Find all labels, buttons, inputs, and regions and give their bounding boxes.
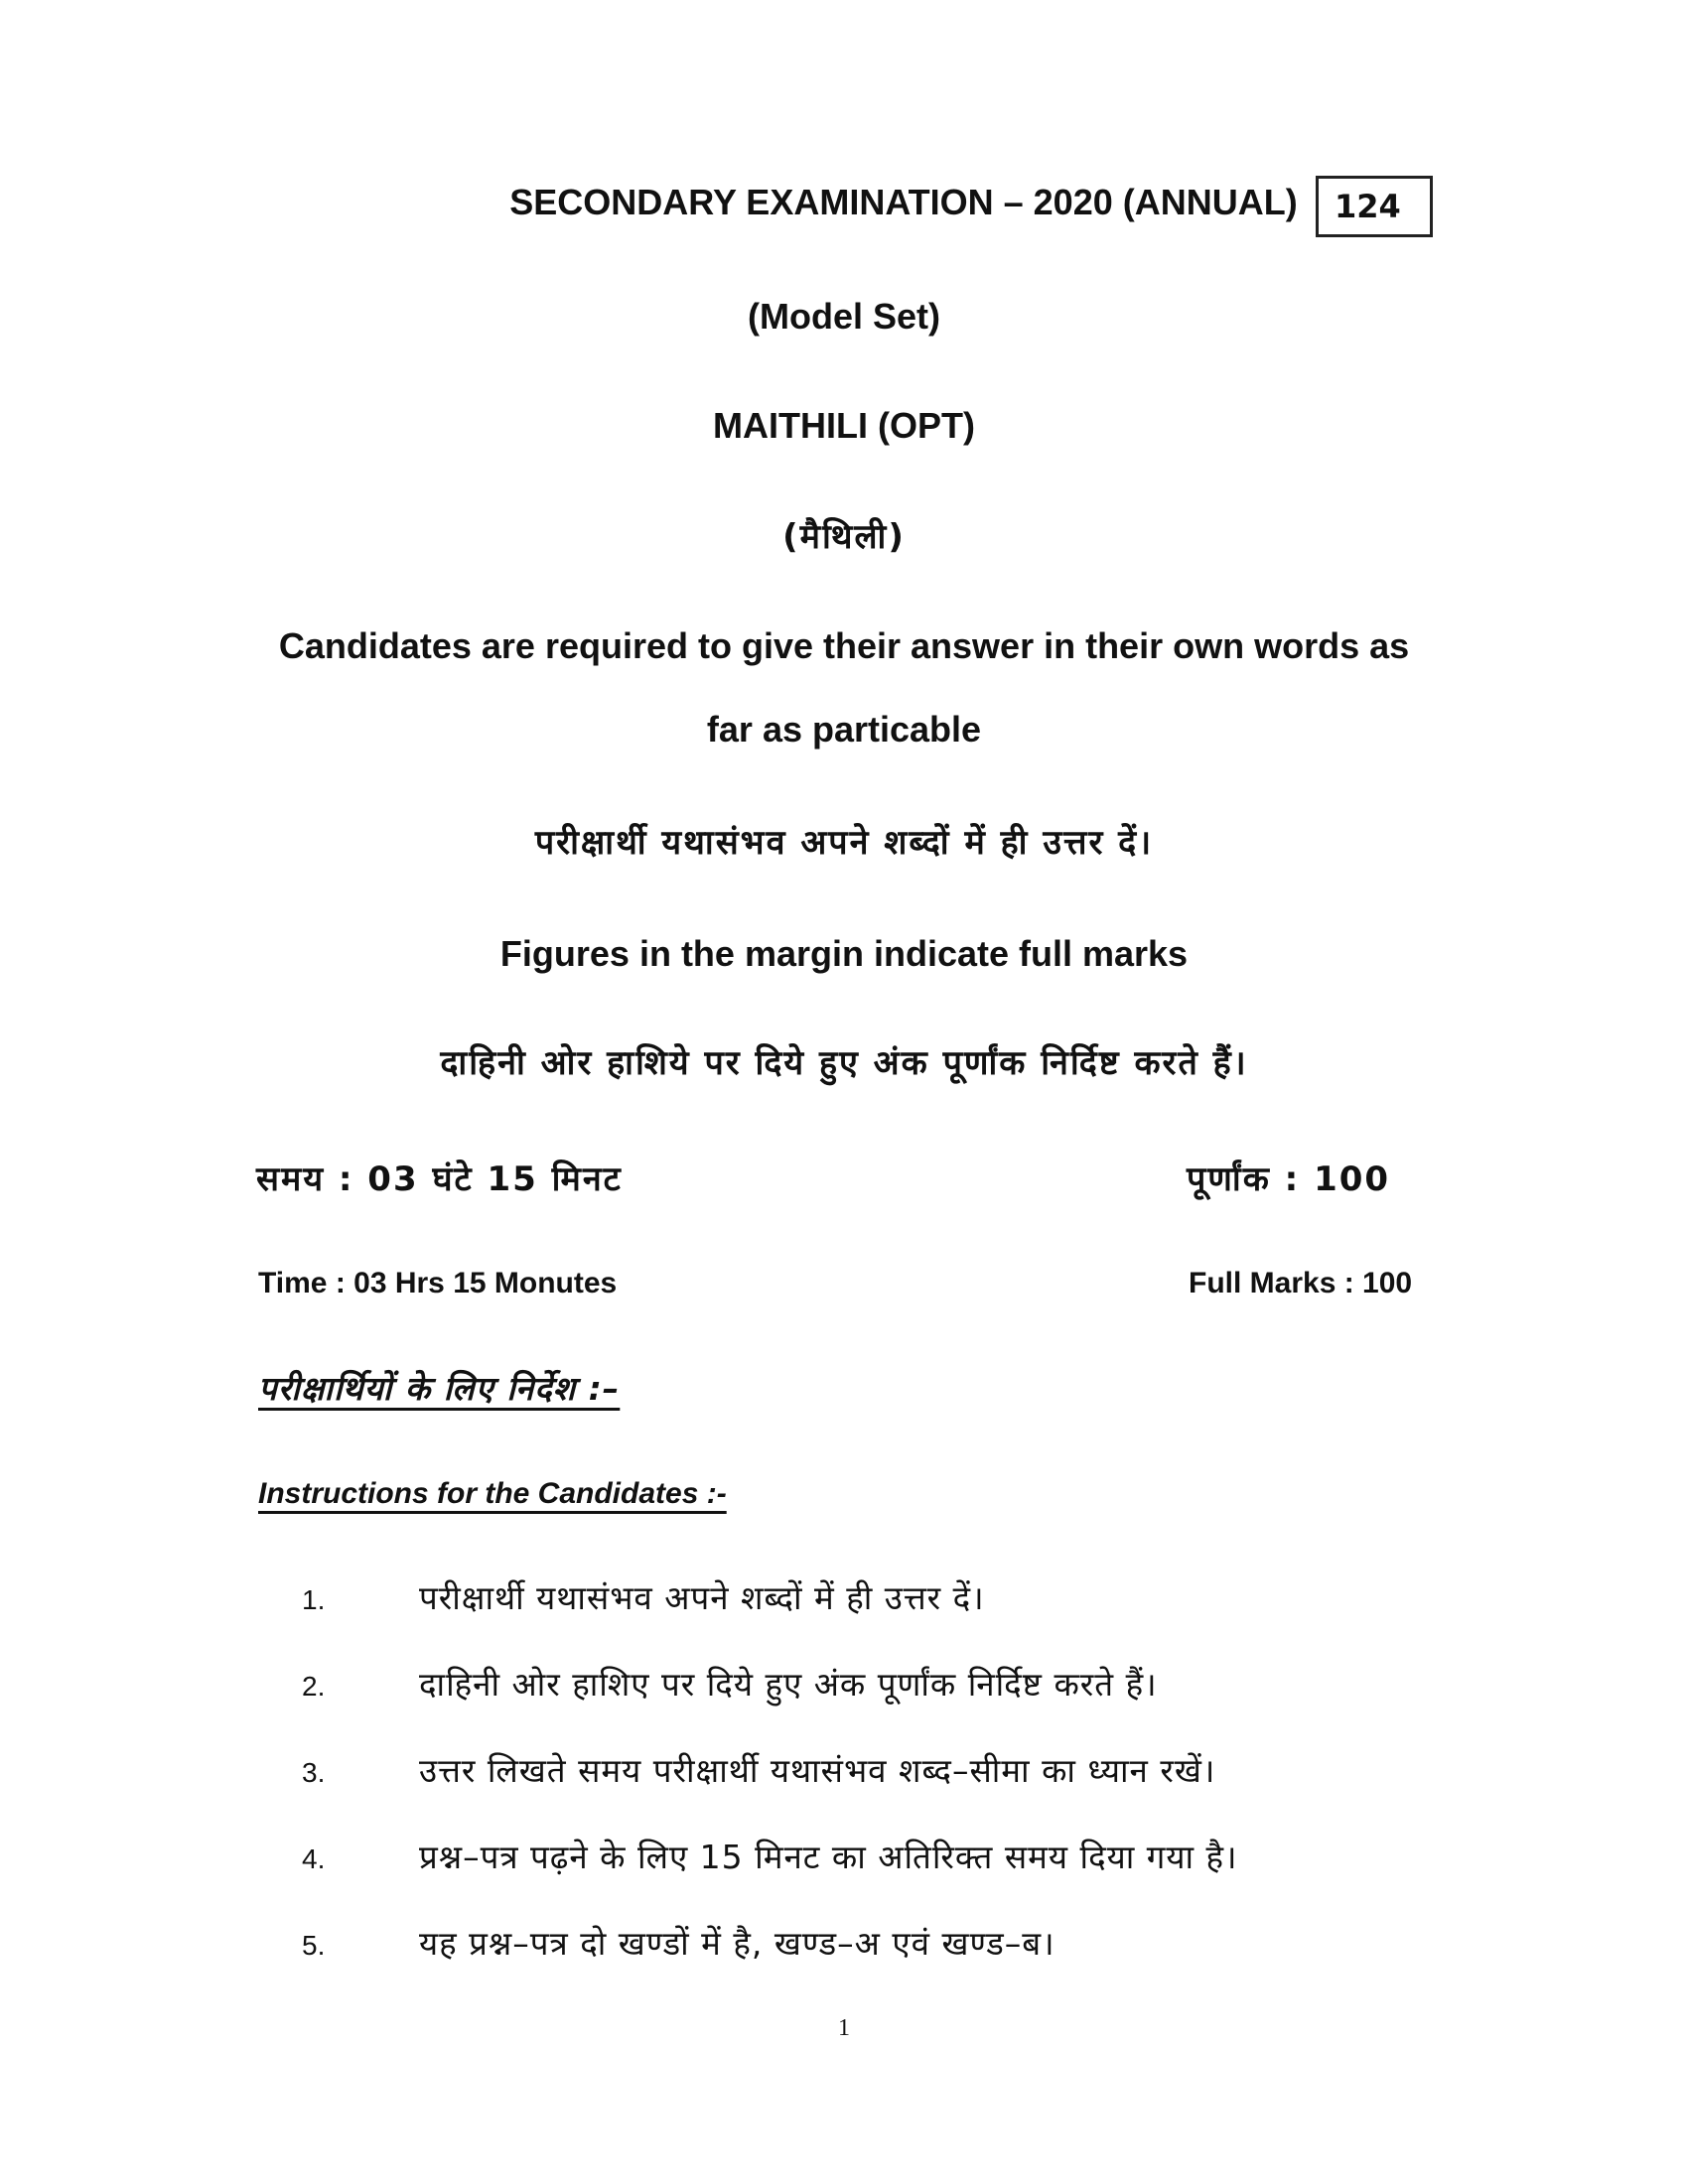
marks-notice-hindi: दाहिनी ओर हाशिये पर दिये हुए अंक पूर्णांक निर्दिष्ट करते हैं।: [440, 1043, 1248, 1083]
exam-title: SECONDARY EXAMINATION – 2020 (ANNUAL): [509, 182, 1298, 222]
list-item: उत्तर लिखते समय परीक्षार्थी यथासंभव शब्द–सीमा का ध्यान रखें।: [419, 1751, 1216, 1790]
subject-hindi: (मैथिली): [782, 517, 906, 557]
notice-english-line1: Candidates are required to give their answer in their own words as: [278, 625, 1410, 666]
list-item-number: 2.: [302, 1671, 326, 1702]
notice-hindi: परीक्षार्थी यथासंभव अपने शब्दों में ही उत्तर दें।: [534, 823, 1154, 863]
marks-notice-english: Figures in the margin indicate full marks: [499, 933, 1189, 974]
list-item-number: 1.: [302, 1584, 326, 1615]
list-item: परीक्षार्थी यथासंभव अपने शब्दों में ही उत्तर दें।: [419, 1578, 985, 1617]
list-item: यह प्रश्न–पत्र दो खण्डों में है, खण्ड–अ एवं खण्ड–ब।: [419, 1924, 1055, 1963]
page-number: 1: [838, 2015, 850, 2041]
time-hindi: समय : 03 घंटे 15 मिनट: [256, 1160, 623, 1199]
list-item: प्रश्न–पत्र पढ़ने के लिए 15 मिनट का अतिरिक्त समय दिया गया है।: [419, 1838, 1238, 1876]
model-set-label: (Model Set): [748, 296, 940, 337]
subject-code-box: 124: [1316, 176, 1433, 237]
full-marks-english: Full Marks : 100: [1189, 1267, 1413, 1299]
full-marks-hindi: पूर्णांक : 100: [1187, 1160, 1391, 1199]
list-item-number: 5.: [302, 1930, 326, 1961]
notice-english-line2: far as particable: [706, 709, 982, 750]
list-item-number: 3.: [302, 1757, 326, 1788]
subject-english: MAITHILI (OPT): [713, 405, 975, 446]
instructions-heading-hindi: परीक्षार्थियों के लिए निर्देश :–: [258, 1369, 621, 1408]
list-item-number: 4.: [302, 1843, 326, 1874]
instructions-heading-english: Instructions for the Candidates :-: [258, 1477, 727, 1510]
list-item: दाहिनी ओर हाशिए पर दिये हुए अंक पूर्णांक निर्दिष्ट करते हैं।: [419, 1665, 1158, 1704]
time-english: Time : 03 Hrs 15 Monutes: [258, 1267, 618, 1299]
